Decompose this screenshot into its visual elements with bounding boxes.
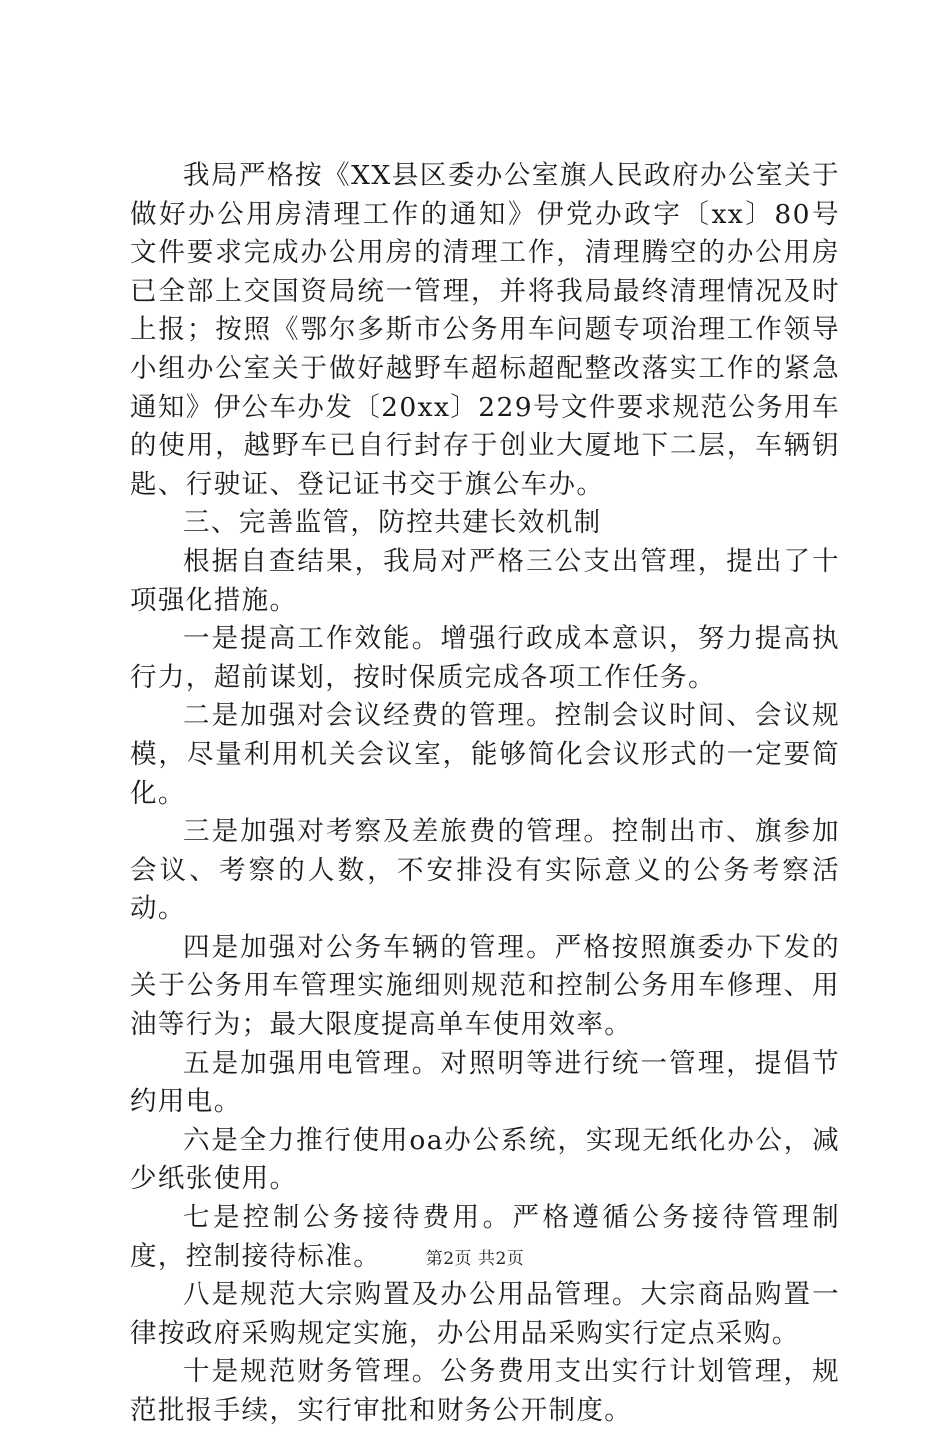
paragraph-measure-3: 三是加强对考察及差旅费的管理。控制出市、旗参加会议、考察的人数，不安排没有实际意义的公务考察活动。 [130, 816, 840, 925]
paragraph-intro-measures: 根据自查结果，我局对严格三公支出管理，提出了十项强化措施。 [130, 545, 840, 616]
page-number-footer: 第2页 共2页 [425, 1249, 525, 1269]
paragraph-measure-8: 八是规范大宗购置及办公用品管理。大宗商品购置一律按政府采购规定实施，办公用品采购实行定点采购。 [130, 1279, 840, 1349]
paragraph-measure-10: 十是规范财务管理。公务费用支出实行计划管理，规范批报手续，实行审批和财务公开制度。 [130, 1356, 840, 1426]
paragraph-measure-4: 四是加强对公务车辆的管理。严格按照旗委办下发的关于公务用车管理实施细则规范和控制公务用车修理、用油等行为；最大限度提高单车使用效率。 [130, 931, 840, 1041]
paragraph-measure-7: 七是控制公务接待费用。严格遵循公务接待管理制度，控制接待标准。 [130, 1202, 840, 1272]
paragraph-measure-1: 一是提高工作效能。增强行政成本意识，努力提高执行力，超前谋划，按时保质完成各项工作任务。 [130, 623, 840, 693]
paragraph-measure-5: 五是加强用电管理。对照明等进行统一管理，提倡节约用电。 [130, 1047, 840, 1118]
document-body [130, 157, 840, 1431]
paragraph-measure-6: 六是全力推行使用oa办公系统，实现无纸化办公，减少纸张使用。 [130, 1124, 840, 1195]
paragraph-measure-2: 二是加强对会议经费的管理。控制会议时间、会议规模，尽量利用机关会议室，能够简化会议形式的一定要简化。 [130, 700, 840, 809]
section-heading-3: 三、完善监管，防控共建长效机制 [183, 507, 602, 539]
paragraph-cleanup-report: 我局严格按《XX县区委办公室旗人民政府办公室关于做好办公用房清理工作的通知》伊党办政字〔xx〕80号文件要求完成办公用房的清理工作，清理腾空的办公用房已全部上交国资局统一管理，并将我局最终清理情况及时上报；按照《鄂尔多斯市公务用车问题专项治理工作领导小组办公室关于做好越野车超标超配整改落实工作的紧急通知》伊公车办发〔20xx〕229号文件要求规范公务用车的使用，越野车已自行封存于创业大厦地下二层，车辆钥匙、行驶证、登记证书交于旗公车办。 [130, 160, 840, 500]
